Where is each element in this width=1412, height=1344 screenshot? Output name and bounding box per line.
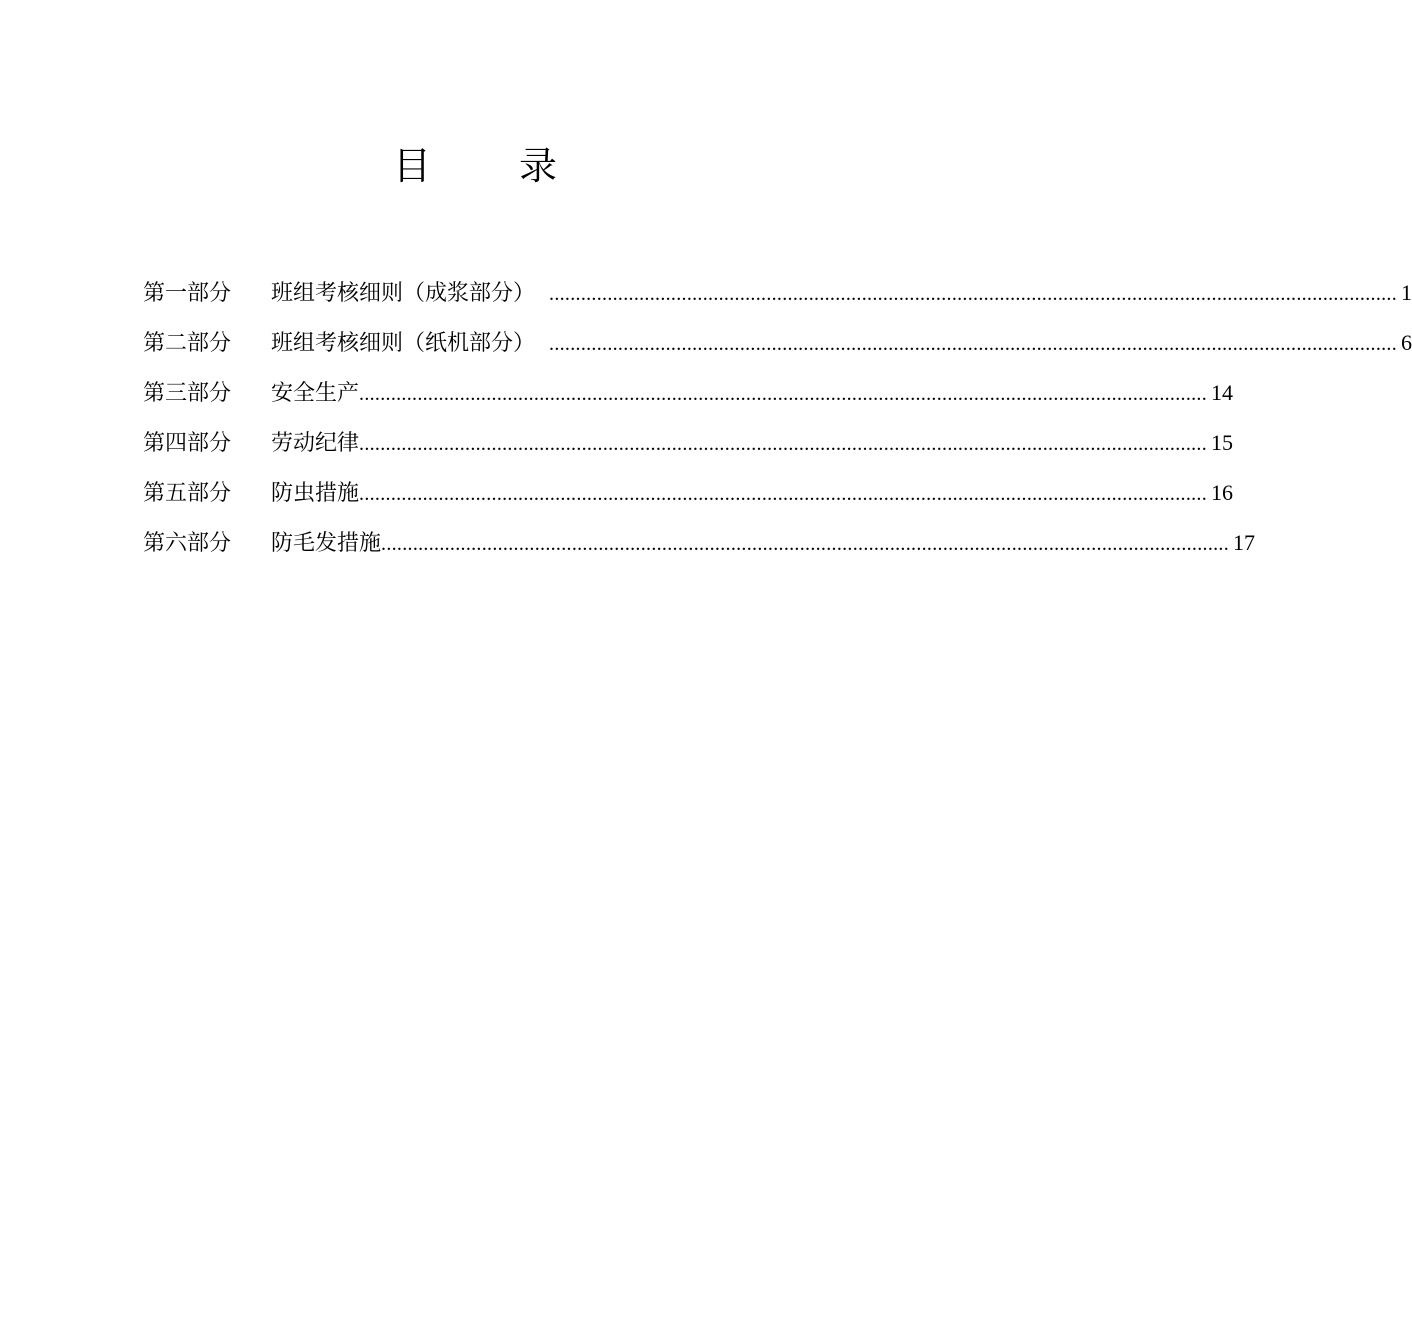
toc-entry-page: 17 [1233,530,1256,555]
toc-entry-title: 班组考核细则（成浆部分） [271,281,536,306]
toc-entry-leader: ................................................................................................................................................................ [359,383,1208,405]
toc-entry[interactable] [143,370,1234,420]
toc-entry-title: 班组考核细则（纸机部分） [271,331,536,356]
toc-entry-part: 第五部分 [143,481,232,506]
toc-entry-leader: ................................................................................................................................................................ [359,483,1208,505]
toc-title-char-2: 录 [519,144,558,188]
toc-entry-page: 16 [1211,480,1234,505]
toc-entry-title: 安全生产 [271,381,360,406]
toc-entry-part: 第四部分 [143,431,232,456]
toc-list [143,270,1412,570]
toc-entry-page: 14 [1211,380,1234,405]
toc-entry[interactable] [143,270,1412,320]
toc-entry-title: 劳动纪律 [271,431,360,456]
toc-entry[interactable] [143,420,1234,470]
toc-entry[interactable] [143,320,1412,370]
toc-entry-leader: ................................................................................................................................................................ [549,333,1398,355]
toc-entry-page: 6 [1401,330,1412,355]
toc-entry-page: 15 [1211,430,1234,455]
toc-entry-title: 防毛发措施 [271,531,382,556]
toc-entry-part: 第一部分 [143,281,232,306]
toc-entry-leader: ................................................................................................................................................................ [359,433,1208,455]
toc-entry-page: 1 [1401,280,1412,305]
toc-title-char-1: 目 [392,144,431,188]
toc-title [0,140,950,192]
toc-entry-leader: ................................................................................................................................................................ [549,283,1398,305]
toc-entry[interactable] [143,520,1256,570]
toc-entry[interactable] [143,470,1234,520]
toc-entry-leader: ................................................................................................................................................................ [381,533,1230,555]
toc-entry-part: 第六部分 [143,531,232,556]
toc-entry-part: 第三部分 [143,381,232,406]
toc-entry-part: 第二部分 [143,331,232,356]
toc-entry-title: 防虫措施 [271,481,360,506]
